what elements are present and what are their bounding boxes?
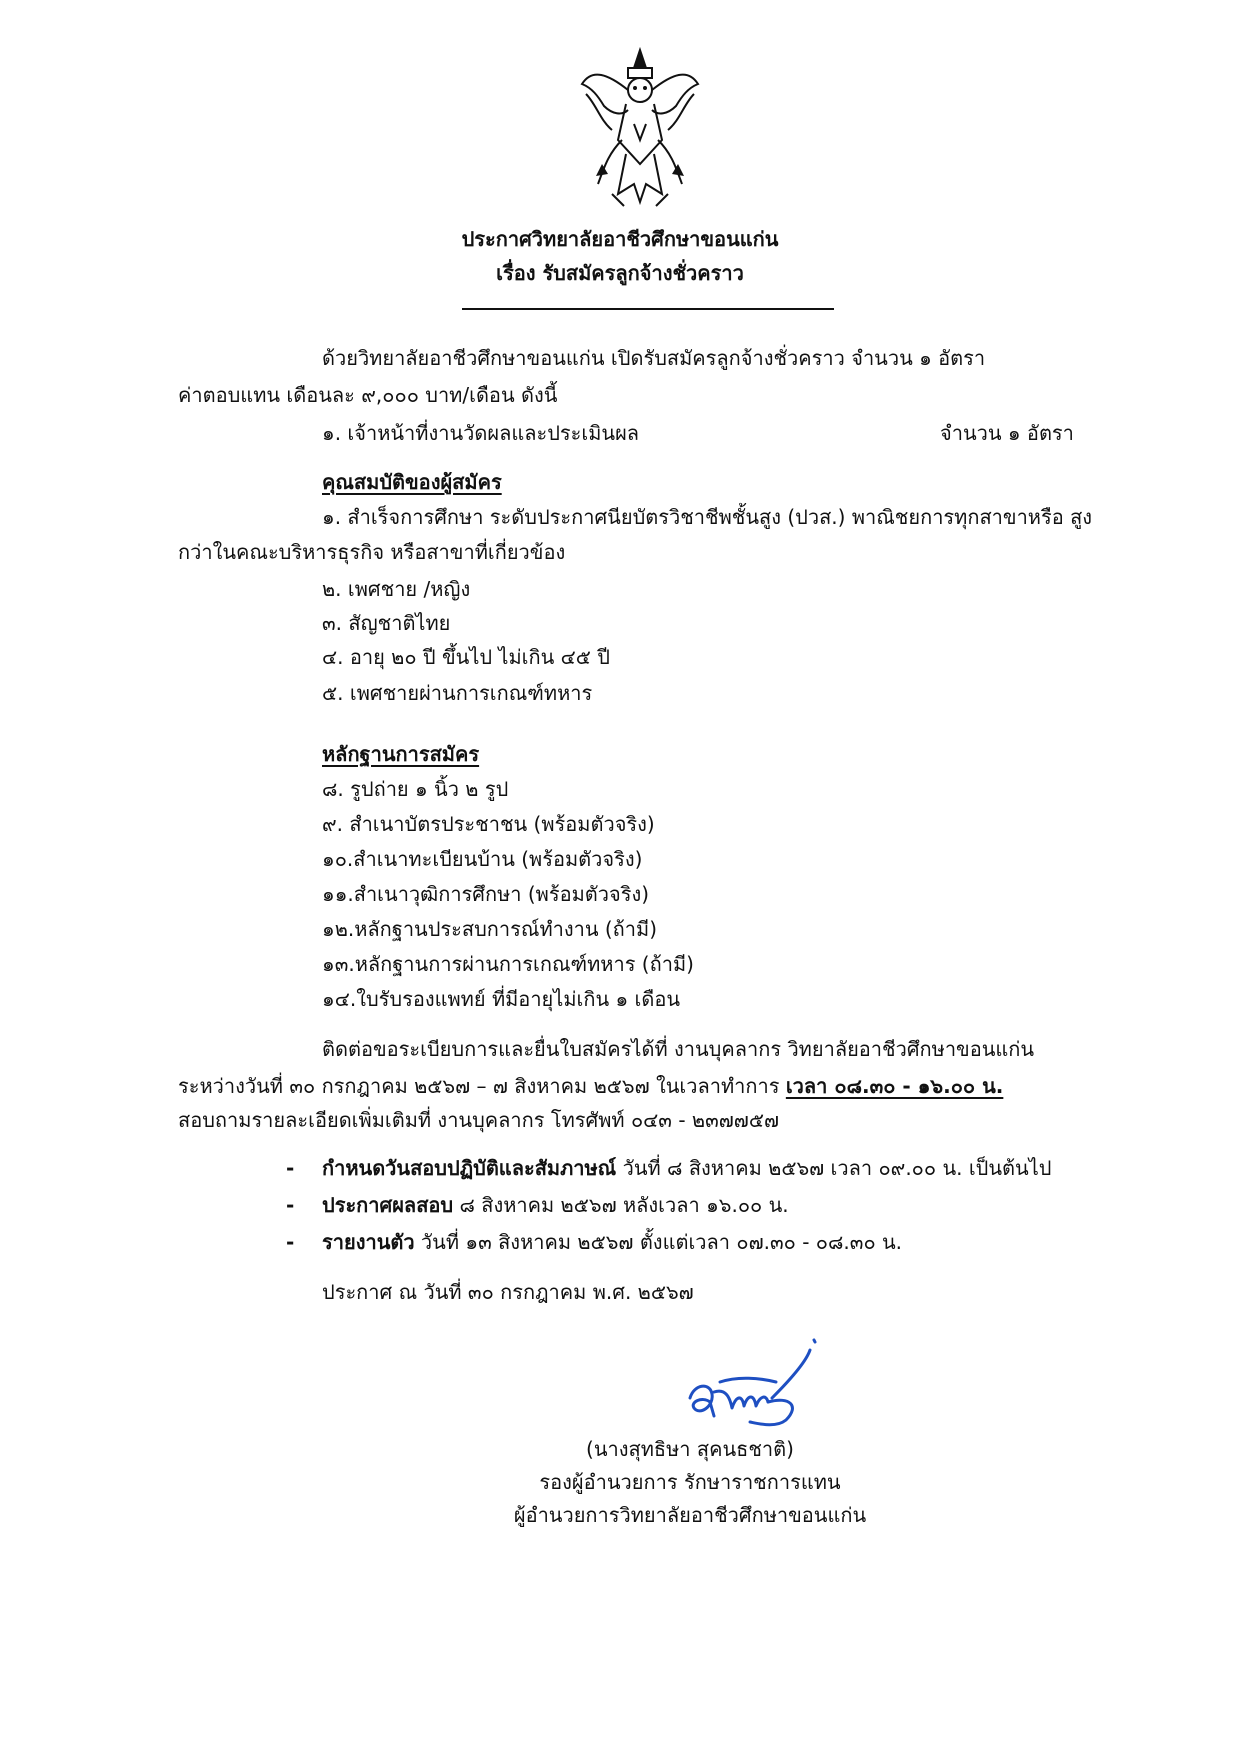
title-divider bbox=[462, 308, 834, 310]
document-item: ๑๓.หลักฐานการผ่านการเกณฑ์ทหาร (ถ้ามี) bbox=[322, 952, 694, 976]
intro-paragraph-line1: ด้วยวิทยาลัยอาชีวศึกษาขอนแก่น เปิดรับสมัครลูกจ้างชั่วคราว จำนวน ๑ อัตรา bbox=[322, 346, 986, 370]
qualification-item-continued: กว่าในคณะบริหารธุรกิจ หรือสาขาที่เกี่ยวข้อง bbox=[178, 540, 566, 564]
document-title: ประกาศวิทยาลัยอาชีวศึกษาขอนแก่น bbox=[461, 227, 779, 251]
bullet-dash: - bbox=[286, 1230, 295, 1254]
schedule-text: วันที่ ๑๓ สิงหาคม ๒๕๖๗ ตั้งแต่เวลา ๐๗.๓๐ - ๐๘.๓๐ น. bbox=[414, 1230, 903, 1254]
document-item: ๑๒.หลักฐานประสบการณ์ทำงาน (ถ้ามี) bbox=[322, 917, 658, 941]
document-item: ๙. สำเนาบัตรประชาชน (พร้อมตัวจริง) bbox=[322, 812, 655, 836]
schedule-item bbox=[322, 1153, 1051, 1183]
document-item: ๑๔.ใบรับรองแพทย์ ที่มีอายุไม่เกิน ๑ เดือน bbox=[322, 987, 681, 1011]
schedule-text: วันที่ ๘ สิงหาคม ๒๕๖๗ เวลา ๐๙.๐๐ น. เป็นต้นไป bbox=[616, 1156, 1052, 1180]
signatory-name: (นางสุทธิษา สุคนธชาติ) bbox=[586, 1437, 794, 1461]
document-item: ๘. รูปถ่าย ๑ นิ้ว ๒ รูป bbox=[322, 777, 509, 801]
document-item: ๑๑.สำเนาวุฒิการศึกษา (พร้อมตัวจริง) bbox=[322, 882, 650, 906]
handwritten-signature bbox=[680, 1336, 840, 1436]
bullet-dash: - bbox=[286, 1193, 295, 1217]
document-subject: เรื่อง รับสมัครลูกจ้างชั่วคราว bbox=[496, 261, 744, 285]
schedule-text: ๘ สิงหาคม ๒๕๖๗ หลังเวลา ๑๖.๐๐ น. bbox=[453, 1193, 789, 1217]
qualification-item: ๑. สำเร็จการศึกษา ระดับประกาศนียบัตรวิชาชีพชั้นสูง (ปวส.) พาณิชยการทุกสาขาหรือ สูง bbox=[322, 505, 1093, 529]
schedule-label: รายงานตัว bbox=[322, 1230, 415, 1254]
schedule-item bbox=[322, 1227, 902, 1257]
schedule-item bbox=[322, 1190, 789, 1220]
contact-line3: สอบถามรายละเอียดเพิ่มเติมที่ งานบุคลากร โทรศัพท์ ๐๔๓ - ๒๓๗๗๕๗ bbox=[178, 1108, 780, 1132]
signatory-position-full: ผู้อำนวยการวิทยาลัยอาชีวศึกษาขอนแก่น bbox=[513, 1503, 867, 1527]
contact-dates: ระหว่างวันที่ ๓๐ กรกฎาคม ๒๕๖๗ – ๗ สิงหาคม ๒๕๖๗ ในเวลาทำการ bbox=[178, 1074, 786, 1098]
documents-heading: หลักฐานการสมัคร bbox=[322, 742, 480, 766]
qualifications-heading: คุณสมบัติของผู้สมัคร bbox=[322, 470, 502, 494]
schedule-label: กำหนดวันสอบปฏิบัติและสัมภาษณ์ bbox=[322, 1156, 617, 1180]
announcement-date: ประกาศ ณ วันที่ ๓๐ กรกฎาคม พ.ศ. ๒๕๖๗ bbox=[322, 1280, 694, 1304]
qualification-item: ๔. อายุ ๒๐ ปี ขึ้นไป ไม่เกิน ๔๕ ปี bbox=[322, 645, 610, 669]
qualification-item: ๒. เพศชาย /หญิง bbox=[322, 577, 471, 601]
position-count: จำนวน ๑ อัตรา bbox=[940, 421, 1074, 445]
position-item: ๑. เจ้าหน้าที่งานวัดผลและประเมินผล bbox=[322, 421, 640, 445]
qualification-item: ๓. สัญชาติไทย bbox=[322, 611, 451, 635]
document-item: ๑๐.สำเนาทะเบียนบ้าน (พร้อมตัวจริง) bbox=[322, 847, 643, 871]
garuda-emblem bbox=[578, 44, 702, 212]
office-hours: เวลา ๐๘.๓๐ - ๑๖.๐๐ น. bbox=[785, 1074, 1004, 1098]
contact-line1: ติดต่อขอระเบียบการและยื่นใบสมัครได้ที่ งานบุคลากร วิทยาลัยอาชีวศึกษาขอนแก่น bbox=[322, 1037, 1035, 1061]
schedule-label: ประกาศผลสอบ bbox=[322, 1193, 454, 1217]
intro-paragraph-line2: ค่าตอบแทน เดือนละ ๙,๐๐๐ บาท/เดือน ดังนี้ bbox=[178, 383, 558, 407]
signatory-position: รองผู้อำนวยการ รักษาราชการแทน bbox=[539, 1470, 841, 1494]
qualification-item: ๕. เพศชายผ่านการเกณฑ์ทหาร bbox=[322, 681, 593, 705]
contact-line2 bbox=[178, 1071, 1003, 1101]
bullet-dash: - bbox=[286, 1156, 295, 1180]
